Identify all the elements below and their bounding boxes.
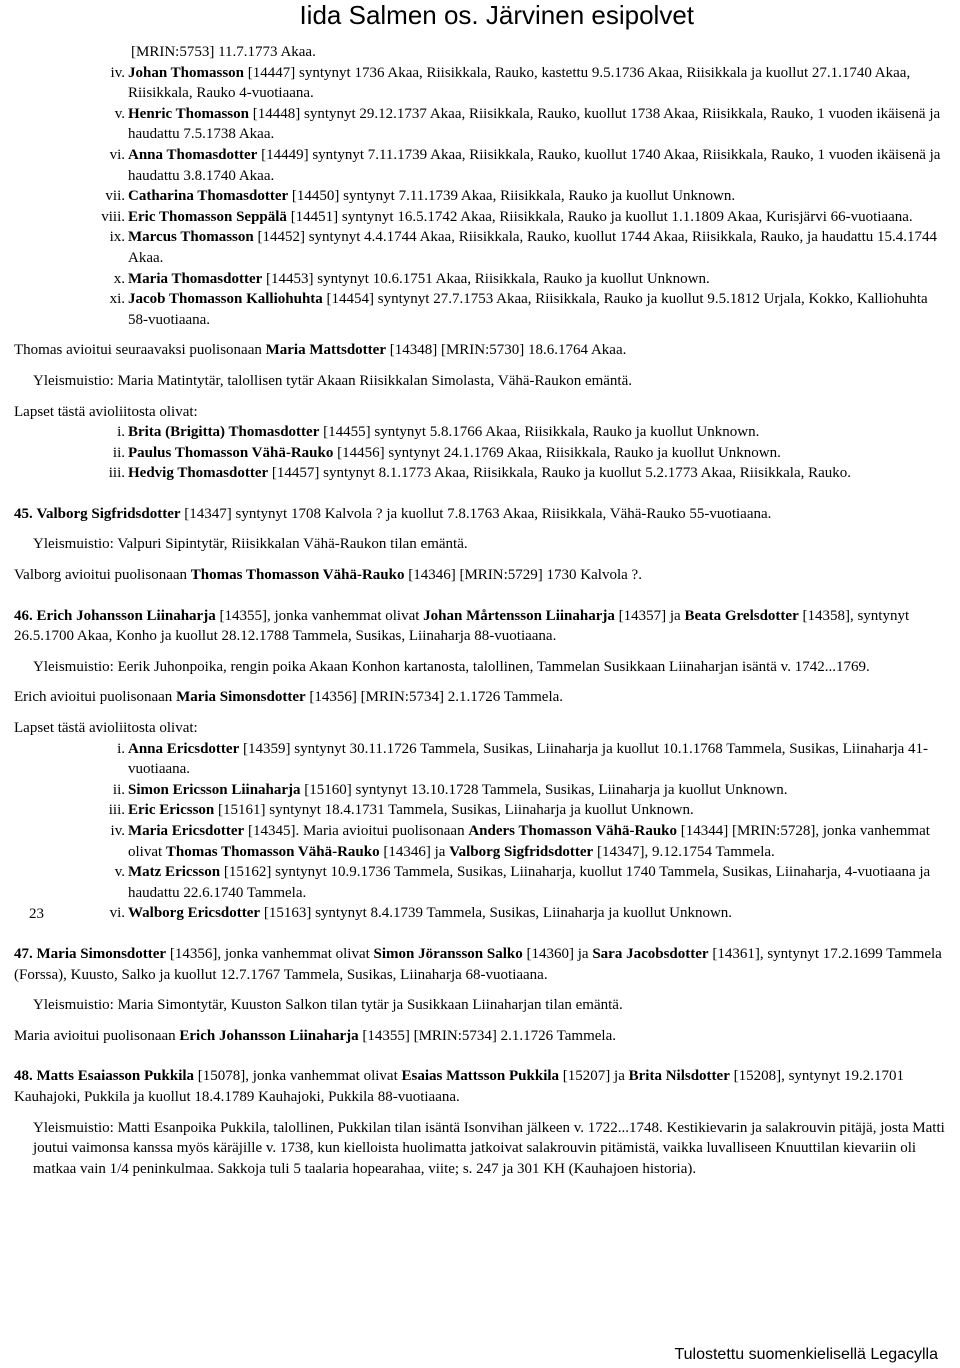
person-name: Walborg Ericsdotter: [128, 905, 261, 922]
child-entry: iii. Hedvig Thomasdotter [14457] syntynyt 8.1.1773 Akaa, Riisikkala, Rauko ja kuollut 5.2.1773 Akaa, Riisikkala, Rauko.: [14, 463, 950, 484]
child-entry: vii. Catharina Thomasdotter [14450] syntynyt 7.11.1739 Akaa, Riisikkala, Rauko ja kuollut Unknown.: [14, 186, 950, 207]
child-number: ix.: [109, 229, 125, 246]
children-list: [14, 862, 950, 924]
child-number: i.: [117, 740, 125, 757]
person-name: Henric Thomasson: [128, 105, 249, 122]
continued-line: [MRIN:5753] 11.7.1773 Akaa.: [131, 44, 316, 60]
person-name: Erich Johansson Liinaharja: [36, 607, 216, 624]
child-number: ii.: [112, 781, 125, 798]
person-name: Marcus Thomasson: [128, 229, 254, 246]
child-entry: v. Henric Thomasson [14448] syntynyt 29.12.1737 Akaa, Riisikkala, Rauko, kuollut 1738 Akaa, Riisikkala, Rauko, 1 vuoden ikäisenä ja haudattu 7.5.1738 Akaa.: [14, 104, 950, 145]
entry-46: 46. Erich Johansson Liinaharja [14355], jonka vanhemmat olivat Johan Mårtensson Liinaharja [14357] ja Beata Grelsdotter [14358], syntynyt 26.5.1700 Akaa, Konho ja kuollut 28.12.1788 Tammela, Susikas, Liinaharja 88-vuotiaana.: [14, 607, 910, 645]
spouse-name: Maria Mattsdotter: [265, 342, 386, 359]
person-name: Maria Simonsdotter: [36, 945, 167, 962]
person-name: Matts Esaiasson Pukkila: [36, 1068, 195, 1085]
person-name: Anna Thomasdotter: [128, 146, 258, 163]
children-list: [14, 739, 950, 821]
child-entry: v. Matz Ericsson [15162] syntynyt 10.9.1736 Tammela, Susikas, Liinaharja, kuollut 1740 Tammela, Susikas, Liinaharja, 4-vuotiaana ja haudattu 22.6.1740 Tammela.: [14, 862, 950, 903]
document-body: [14, 42, 950, 1179]
father-name: Johan Mårtensson Liinaharja: [423, 607, 615, 624]
child-number: vi.: [109, 905, 125, 922]
page-header: Iida Salmen os. Järvinen esipolvet: [299, 0, 694, 30]
father-name: Esaias Mattsson Pukkila: [401, 1068, 560, 1085]
child-entry: x. Maria Thomasdotter [14453] syntynyt 10.6.1751 Akaa, Riisikkala, Rauko ja kuollut Unknown.: [14, 269, 950, 290]
person-name: Eric Ericsson: [128, 802, 215, 819]
general-note: Yleismuistio: Matti Esanpoika Pukkila, talollinen, Pukkilan tilan isäntä Isonvihan jälkeen v. 1722...1748. Kestikievarin ja salakrouvin pitäjä, josta Matti joutui vaimonsa kanssa myös käräjille v. 1738, kun kielloista huolimatta jatkoivat salakrouvin pitämistä, vaikka luvalliseen Knuuttilan kievariin oli matkaa vain 1/4 peninkulmaa. Sakkoja tuli 5 taalaria hopearahaa, viite; s. 247 ja 301 KH (Kauhajoen historia).: [33, 1119, 945, 1177]
child-number: vii.: [105, 188, 125, 205]
mother-name: Valborg Sigfridsdotter: [449, 843, 594, 860]
child-number: ii.: [112, 444, 125, 461]
child-number: v.: [114, 105, 125, 122]
child-number: iii.: [108, 802, 125, 819]
person-name: Valborg Sigfridsdotter: [36, 505, 181, 522]
general-note: Yleismuistio: Maria Matintytär, talollisen tytär Akaan Riisikkalan Simolasta, Vähä-Raukon emäntä.: [33, 372, 633, 389]
spouse-name: Maria Simonsdotter: [176, 689, 306, 706]
children-list: [14, 422, 950, 484]
child-entry: ii. Paulus Thomasson Vähä-Rauko [14456] syntynyt 24.1.1769 Akaa, Riisikkala, Rauko ja kuollut Unknown.: [14, 443, 950, 464]
entry-47: 47. Maria Simonsdotter [14356], jonka vanhemmat olivat Simon Jöransson Salko [14360] ja Sara Jacobsdotter [14361], syntynyt 17.2.1699 Tammela (Forssa), Kuusto, Salko ja kuollut 12.7.1767 Tammela, Susikas, Liinaharja 68-vuotiaana.: [14, 945, 942, 983]
page-number: 23: [29, 906, 44, 922]
children-label: Lapset tästä avioliitosta olivat:: [14, 720, 198, 737]
child-number: x.: [113, 270, 125, 287]
marriage-line: Valborg avioitui puolisonaan Thomas Thomasson Vähä-Rauko [14346] [MRIN:5729] 1730 Kalvola ?.: [14, 567, 642, 584]
person-name: Jacob Thomasson Kalliohuhta: [128, 291, 323, 308]
person-name: Brita (Brigitta) Thomasdotter: [128, 424, 320, 441]
child-number: vi.: [109, 146, 125, 163]
mother-name: Sara Jacobsdotter: [592, 945, 709, 962]
child-entry: vi. Anna Thomasdotter [14449] syntynyt 7.11.1739 Akaa, Riisikkala, Rauko, kuollut 1740 Akaa, Riisikkala, Rauko, 1 vuoden ikäisenä ja haudattu 3.8.1740 Akaa.: [14, 145, 950, 186]
spouse-name: Thomas Thomasson Vähä-Rauko: [190, 567, 405, 584]
child-entry: viii. Eric Thomasson Seppälä [14451] syntynyt 16.5.1742 Akaa, Riisikkala, Rauko ja kuollut 1.1.1809 Akaa, Kurisjärvi 66-vuotiaana.: [14, 207, 950, 228]
person-name: Eric Thomasson Seppälä: [128, 208, 287, 225]
child-entry: vi. Walborg Ericsdotter [15163] syntynyt 8.4.1739 Tammela, Susikas, Liinaharja ja kuollut Unknown.: [14, 903, 950, 924]
child-number: viii.: [101, 208, 125, 225]
child-number: v.: [114, 864, 125, 881]
person-name: Maria Ericsdotter: [128, 823, 245, 839]
spouse-name: Erich Johansson Liinaharja: [179, 1027, 359, 1044]
child-entry: iv. Maria Ericsdotter [14345]. Maria avioitui puolisonaan Anders Thomasson Vähä-Rauko [14344] [MRIN:5728], jonka vanhemmat olivat Thomas Thomasson Vähä-Rauko [14346] ja Valborg Sigfridsdotter [14347], 9.12.1754 Tammela.: [110, 823, 930, 860]
person-name: Paulus Thomasson Vähä-Rauko: [128, 444, 334, 461]
child-entry: iii. Eric Ericsson [15161] syntynyt 18.4.1731 Tammela, Susikas, Liinaharja ja kuollut Unknown.: [14, 800, 950, 821]
mother-name: Beata Grelsdotter: [684, 607, 799, 624]
child-number: iii.: [108, 465, 125, 482]
children-label: Lapset tästä avioliitosta olivat:: [14, 403, 198, 420]
marriage-line: Erich avioitui puolisonaan Maria Simonsdotter [14356] [MRIN:5734] 2.1.1726 Tammela.: [14, 689, 564, 706]
child-number: i.: [117, 424, 125, 441]
person-name: Johan Thomasson: [128, 64, 245, 81]
mother-name: Brita Nilsdotter: [628, 1068, 730, 1085]
father-name: Simon Jöransson Salko: [373, 945, 523, 962]
child-number: iv.: [110, 64, 125, 81]
child-entry: ix. Marcus Thomasson [14452] syntynyt 4.4.1744 Akaa, Riisikkala, Rauko, kuollut 1744 Akaa, Riisikkala, Rauko, ja haudattu 15.4.1744 Akaa.: [14, 227, 950, 268]
person-name: Matz Ericsson: [128, 864, 221, 881]
person-name: Maria Thomasdotter: [128, 270, 263, 287]
children-list: [14, 63, 950, 331]
child-entry: iv. Johan Thomasson [14447] syntynyt 1736 Akaa, Riisikkala, Rauko, kastettu 9.5.1736 Akaa, Riisikkala ja kuollut 27.1.1740 Akaa, Riisikkala, Rauko 4-vuotiaana.: [14, 63, 950, 104]
general-note: Yleismuistio: Maria Simontytär, Kuuston Salkon tilan tytär ja Susikkaan Liinaharjan tilan emäntä.: [33, 997, 623, 1014]
entry-45: 45. Valborg Sigfridsdotter [14347] syntynyt 1708 Kalvola ? ja kuollut 7.8.1763 Akaa, Riisikkala, Vähä-Rauko 55-vuotiaana.: [14, 505, 772, 522]
child-entry: ii. Simon Ericsson Liinaharja [15160] syntynyt 13.10.1728 Tammela, Susikas, Liinaharja ja kuollut Unknown.: [14, 780, 950, 801]
person-name: Catharina Thomasdotter: [128, 188, 289, 205]
entry-48: 48. Matts Esaiasson Pukkila [15078], jonka vanhemmat olivat Esaias Mattsson Pukkila [15207] ja Brita Nilsdotter [15208], syntynyt 19.2.1701 Kauhajoki, Pukkila ja kuollut 18.4.1789 Kauhajoki, Pukkila 88-vuotiaana.: [14, 1068, 905, 1105]
spouse-name: Anders Thomasson Vähä-Rauko: [468, 823, 678, 839]
page-footer: Tulostettu suomenkielisellä Legacylla: [674, 1346, 938, 1363]
child-number: xi.: [109, 291, 125, 308]
marriage-line: Thomas avioitui seuraavaksi puolisonaan Maria Mattsdotter [14348] [MRIN:5730] 18.6.1764 Akaa.: [14, 342, 627, 359]
person-name: Anna Ericsdotter: [128, 740, 240, 757]
general-note: Yleismuistio: Eerik Juhonpoika, rengin poika Akaan Konhon kartanosta, talollinen, Tammelan Susikkaan Liinaharjan isäntä v. 1742...1769.: [33, 658, 870, 675]
person-name: Hedvig Thomasdotter: [128, 465, 269, 482]
child-entry: i. Anna Ericsdotter [14359] syntynyt 30.11.1726 Tammela, Susikas, Liinaharja ja kuollut 10.1.1768 Tammela, Susikas, Liinaharja 41-vuotiaana.: [14, 739, 950, 780]
child-entry: xi. Jacob Thomasson Kalliohuhta [14454] syntynyt 27.7.1753 Akaa, Riisikkala, Rauko ja kuollut 9.5.1812 Urjala, Kokko, Kalliohuhta 58-vuotiaana.: [14, 289, 950, 330]
person-name: Simon Ericsson Liinaharja: [128, 781, 301, 798]
general-note: Yleismuistio: Valpuri Sipintytär, Riisikkalan Vähä-Raukon tilan emäntä.: [33, 536, 468, 553]
marriage-line: Maria avioitui puolisonaan Erich Johansson Liinaharja [14355] [MRIN:5734] 2.1.1726 Tammela.: [14, 1027, 616, 1044]
father-name: Thomas Thomasson Vähä-Rauko: [165, 843, 380, 860]
child-entry: i. Brita (Brigitta) Thomasdotter [14455] syntynyt 5.8.1766 Akaa, Riisikkala, Rauko ja kuollut Unknown.: [14, 422, 950, 443]
